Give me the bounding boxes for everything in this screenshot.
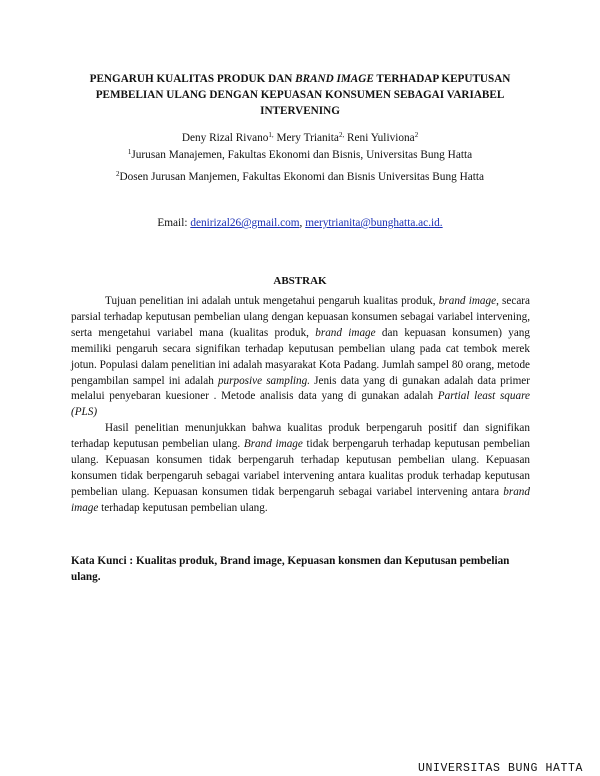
title-brand-image: BRAND IMAGE — [295, 73, 374, 85]
author-1: Deny Rizal Rivano — [181, 132, 269, 144]
email-separator: , — [299, 217, 306, 229]
affiliation-2 — [60, 170, 540, 184]
footer-university: UNIVERSITAS BUNG HATTA — [418, 762, 584, 775]
email-line — [60, 216, 540, 230]
affiliation-1-sup: 1 — [127, 148, 132, 156]
abstract-paragraph-1 — [71, 294, 530, 421]
abstract-p2-text-a: Hasil penelitian menunjukkan bahwa kualitas produk berpengaruh positif dan signifikan terhadap keputusan pembelian ulang. — [71, 422, 530, 451]
abstract-p2-text-c: tidak berpengaruh terhadap keputusan pembelian ulang. Kepuasan konsumen tidak berpengaruh terhadap keputusan pembelian ulang. Kepuasan konsumen tidak berpengaruh sebagai variabel intervening antara kualitas produk terhadap keputusan pembelian ulang. Kepuasan konsumen tidak berpengaruh sebagai variabel intervening antara — [71, 438, 531, 498]
abstract-p2-italic-d: brand image — [71, 485, 530, 514]
email-link-2[interactable]: merytrianita@bunghatta.ac.id. — [305, 217, 443, 229]
email-label: Email: — [157, 217, 191, 229]
title-part-2: TERHADAP KEPUTUSAN PEMBELIAN ULANG DENGAN KEPUASAN KONSUMEN SEBAGAI VARIABEL INTERVENING — [95, 73, 511, 117]
email-link-1[interactable]: denirizal26@gmail.com — [190, 217, 300, 229]
author-2-sup: 2, — [338, 131, 345, 139]
abstract-p1-text-c: , secara parsial terhadap keputusan pembelian ulang dengan kepuasan konsumen sebagai variabel intervening, serta mengetahui variabel mana (kualitas produk, — [71, 295, 530, 339]
abstract-p2-text-e: terhadap keputusan pembelian ulang. — [98, 501, 268, 514]
abstract-p1-text-a: Tujuan penelitian ini adalah untuk mengetahui pengaruh kualitas produk, — [105, 295, 439, 307]
author-1-sup: 1, — [268, 131, 274, 139]
abstract-p1-italic-h: Partial least square (PLS) — [71, 390, 530, 419]
affiliation-2-sup: 2 — [115, 170, 120, 178]
title-part-1: PENGARUH KUALITAS PRODUK DAN — [89, 73, 296, 85]
abstract-p2-italic-b: Brand image — [243, 438, 303, 451]
abstract-p1-text-g: Jenis data yang di gunakan adalah data primer melalui penyebaran kuesioner . Metode analisis data yang di gunakan adalah — [71, 374, 530, 403]
abstract-body — [71, 294, 530, 517]
author-list — [60, 131, 540, 145]
author-3-sup: 2 — [414, 131, 419, 139]
abstract-p1-text-e: dan kepuasan konsumen) yang memiliki pengaruh secara signifikan terhadap keputusan pembelian ulang pada cat tembok merek jotun. Populasi dalam penelitian ini adalah masyarakat Kota Padang. Jumlah sampel 80 orang, metode pengambilan sampel ini adalah — [71, 326, 530, 387]
abstract-p1-italic-f: purposive sampling. — [217, 374, 311, 387]
abstract-paragraph-2 — [71, 421, 530, 516]
affiliation-1 — [60, 148, 540, 162]
abstract-heading: ABSTRAK — [273, 275, 327, 287]
affiliation-2-text: Dosen Jurusan Manjemen, Fakultas Ekonomi dan Bisnis Universitas Bung Hatta — [119, 171, 485, 183]
abstract-p1-italic-d: brand image — [315, 326, 376, 339]
author-3: Reni Yuliviona — [344, 132, 415, 144]
keywords: Kata Kunci : Kualitas produk, Brand image, Kepuasan konsmen dan Keputusan pembelian ulang. — [71, 555, 510, 583]
affiliation-1-text: Jurusan Manajemen, Fakultas Ekonomi dan Bisnis, Universitas Bung Hatta — [131, 149, 473, 161]
paper-title — [70, 71, 530, 119]
author-2: Mery Trianita — [273, 132, 339, 144]
abstract-p1-italic-b: brand image — [438, 295, 497, 307]
